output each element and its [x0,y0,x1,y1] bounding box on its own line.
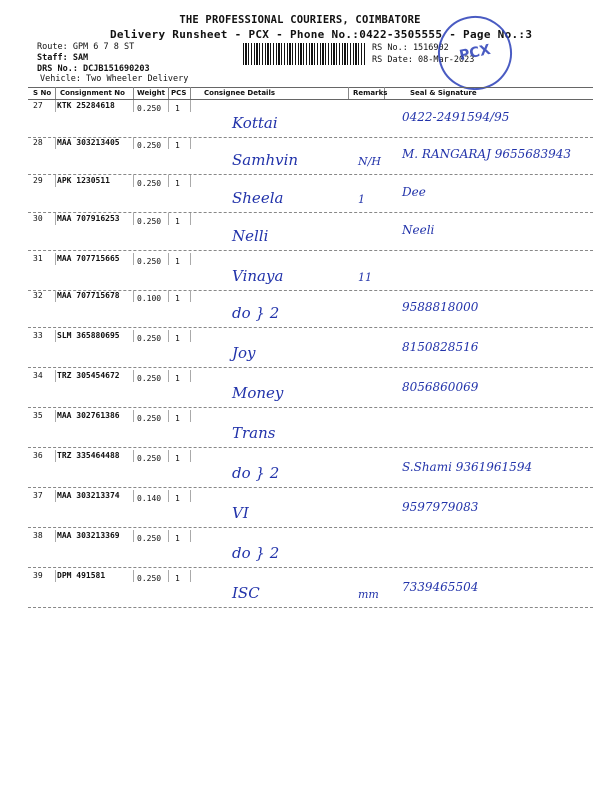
cell-consignment: MAA 303213369 [57,531,120,540]
cell-sno: 30 [33,214,43,223]
cell-pcs: 1 [175,141,180,150]
cell-divider [133,175,134,187]
cell-weight: 0.250 [137,104,162,113]
cell-consignment: TRZ 335464488 [57,451,120,460]
cell-consignee: Kottai [232,114,278,132]
cell-divider [168,137,169,149]
cell-sno: 33 [33,331,43,340]
row-divider [28,527,593,528]
cell-pcs: 1 [175,217,180,226]
rs-date: RS Date: 08-Mar-2023 [372,55,475,65]
cell-signature: 8150828516 [402,340,479,354]
cell-signature: 7339465504 [402,580,479,594]
cell-divider [190,410,191,422]
col-divider [348,87,349,99]
cell-consignment: TRZ 305454672 [57,371,120,380]
cell-sno: 35 [33,411,43,420]
cell-remarks: 1 [358,193,365,206]
cell-signature: 9597979083 [402,500,479,514]
cell-divider [55,530,56,542]
col-header-weight: Weight [137,89,165,97]
col-header-sno: S No [33,89,52,97]
cell-divider [133,490,134,502]
cell-consignment: MAA 302761386 [57,411,120,420]
cell-divider [55,330,56,342]
cell-pcs: 1 [175,574,180,583]
cell-signature: Dee [402,185,426,199]
cell-consignment: APK 1230511 [57,176,110,185]
cell-divider [168,213,169,225]
cell-consignee: Nelli [232,227,269,245]
runsheet-subtitle: Delivery Runsheet - PCX - Phone No.:0422-3505555 - Page No.:3 [110,28,533,41]
cell-consignment: MAA 707916253 [57,214,120,223]
cell-signature: 9588818000 [402,300,479,314]
row-divider [28,174,593,175]
cell-divider [133,410,134,422]
cell-consignee: do } 2 [232,464,280,482]
cell-pcs: 1 [175,454,180,463]
cell-sno: 38 [33,531,43,540]
cell-divider [55,100,56,112]
cell-weight: 0.250 [137,141,162,150]
cell-pcs: 1 [175,414,180,423]
cell-pcs: 1 [175,534,180,543]
col-header-consignee: Consignee Details [204,89,276,97]
company-title: THE PROFESSIONAL COURIERS, COIMBATORE [179,14,421,26]
cell-divider [190,330,191,342]
cell-divider [190,450,191,462]
cell-divider [168,253,169,265]
cell-signature: M. RANGARAJ 9655683943 [402,147,572,161]
col-divider [133,87,134,99]
cell-divider [55,213,56,225]
cell-consignment: KTK 25284618 [57,101,115,110]
cell-weight: 0.140 [137,494,162,503]
cell-consignment: MAA 707715665 [57,254,120,263]
row-divider [28,487,593,488]
cell-signature: Neeli [402,223,435,237]
cell-consignment: MAA 303213374 [57,491,120,500]
cell-divider [133,330,134,342]
route-label: Route: GPM 6 7 8 ST [37,42,135,52]
table-top-border [28,87,593,88]
cell-pcs: 1 [175,494,180,503]
row-divider [28,567,593,568]
cell-divider [55,570,56,582]
cell-divider [168,450,169,462]
cell-consignee: do } 2 [232,304,280,322]
cell-consignee: Money [232,384,284,402]
cell-divider [55,370,56,382]
barcode [243,43,365,65]
cell-weight: 0.250 [137,574,162,583]
cell-remarks: N/H [358,155,381,168]
table-header-border [28,99,593,100]
row-divider [28,327,593,328]
pcx-stamp: PCX [431,9,519,97]
cell-pcs: 1 [175,257,180,266]
cell-signature: 0422-2491594/95 [402,110,510,124]
drs-label: DRS No.: DCJB151690203 [37,64,150,74]
cell-weight: 0.250 [137,374,162,383]
cell-divider [133,570,134,582]
cell-signature: 8056860069 [402,380,479,394]
cell-divider [168,290,169,302]
cell-divider [133,370,134,382]
cell-divider [190,213,191,225]
cell-consignee: Samhvin [232,151,299,169]
cell-consignee: Vinaya [232,267,284,285]
cell-pcs: 1 [175,334,180,343]
cell-consignee: Sheela [232,189,284,207]
cell-consignee: do } 2 [232,544,280,562]
cell-pcs: 1 [175,104,180,113]
cell-consignee: Trans [232,424,276,442]
cell-divider [168,530,169,542]
col-header-consignment: Consignment No [60,89,125,97]
cell-divider [55,490,56,502]
row-divider [28,607,593,608]
cell-divider [55,175,56,187]
cell-consignee: ISC [232,584,260,602]
cell-sno: 39 [33,571,43,580]
cell-pcs: 1 [175,294,180,303]
cell-divider [168,330,169,342]
cell-weight: 0.100 [137,294,162,303]
cell-sno: 36 [33,451,43,460]
cell-divider [55,290,56,302]
cell-divider [55,137,56,149]
cell-divider [55,450,56,462]
cell-divider [168,100,169,112]
cell-divider [190,290,191,302]
cell-consignment: SLM 365880695 [57,331,120,340]
col-header-pcs: PCS [171,89,187,97]
col-header-remarks: Remarks [353,89,388,97]
cell-divider [55,253,56,265]
cell-pcs: 1 [175,179,180,188]
cell-consignment: MAA 303213405 [57,138,120,147]
cell-sno: 27 [33,101,43,110]
cell-divider [190,490,191,502]
cell-divider [133,213,134,225]
cell-divider [168,490,169,502]
cell-consignee: Joy [232,344,256,362]
cell-signature: S.Shami 9361961594 [402,460,533,474]
col-divider [168,87,169,99]
row-divider [28,367,593,368]
cell-divider [190,370,191,382]
cell-sno: 37 [33,491,43,500]
row-divider [28,250,593,251]
cell-sno: 31 [33,254,43,263]
cell-divider [133,450,134,462]
cell-consignee: VI [232,504,249,522]
cell-divider [168,570,169,582]
cell-divider [133,100,134,112]
cell-divider [133,290,134,302]
cell-divider [168,370,169,382]
cell-weight: 0.250 [137,334,162,343]
cell-pcs: 1 [175,374,180,383]
vehicle-label: Vehicle: Two Wheeler Delivery [40,74,189,84]
cell-sno: 28 [33,138,43,147]
cell-divider [133,137,134,149]
cell-divider [133,530,134,542]
row-divider [28,447,593,448]
cell-sno: 32 [33,291,43,300]
cell-divider [168,175,169,187]
cell-remarks: 11 [358,271,372,284]
cell-consignment: MAA 707715678 [57,291,120,300]
cell-divider [190,137,191,149]
col-divider [190,87,191,99]
row-divider [28,407,593,408]
cell-divider [168,410,169,422]
cell-divider [190,100,191,112]
cell-weight: 0.250 [137,217,162,226]
cell-consignment: DPM 491581 [57,571,106,580]
cell-weight: 0.250 [137,257,162,266]
cell-sno: 29 [33,176,43,185]
rs-number: RS No.: 1516902 [372,43,449,53]
cell-weight: 0.250 [137,179,162,188]
col-header-signature: Seal & Signature [410,89,477,97]
row-divider [28,212,593,213]
cell-sno: 34 [33,371,43,380]
cell-divider [190,530,191,542]
col-divider [55,87,56,99]
cell-weight: 0.250 [137,454,162,463]
cell-weight: 0.250 [137,534,162,543]
cell-divider [190,175,191,187]
cell-weight: 0.250 [137,414,162,423]
cell-divider [55,410,56,422]
cell-divider [190,570,191,582]
cell-divider [190,253,191,265]
cell-divider [133,253,134,265]
staff-label: Staff: SAM [37,53,89,63]
cell-remarks: mm [358,588,379,601]
